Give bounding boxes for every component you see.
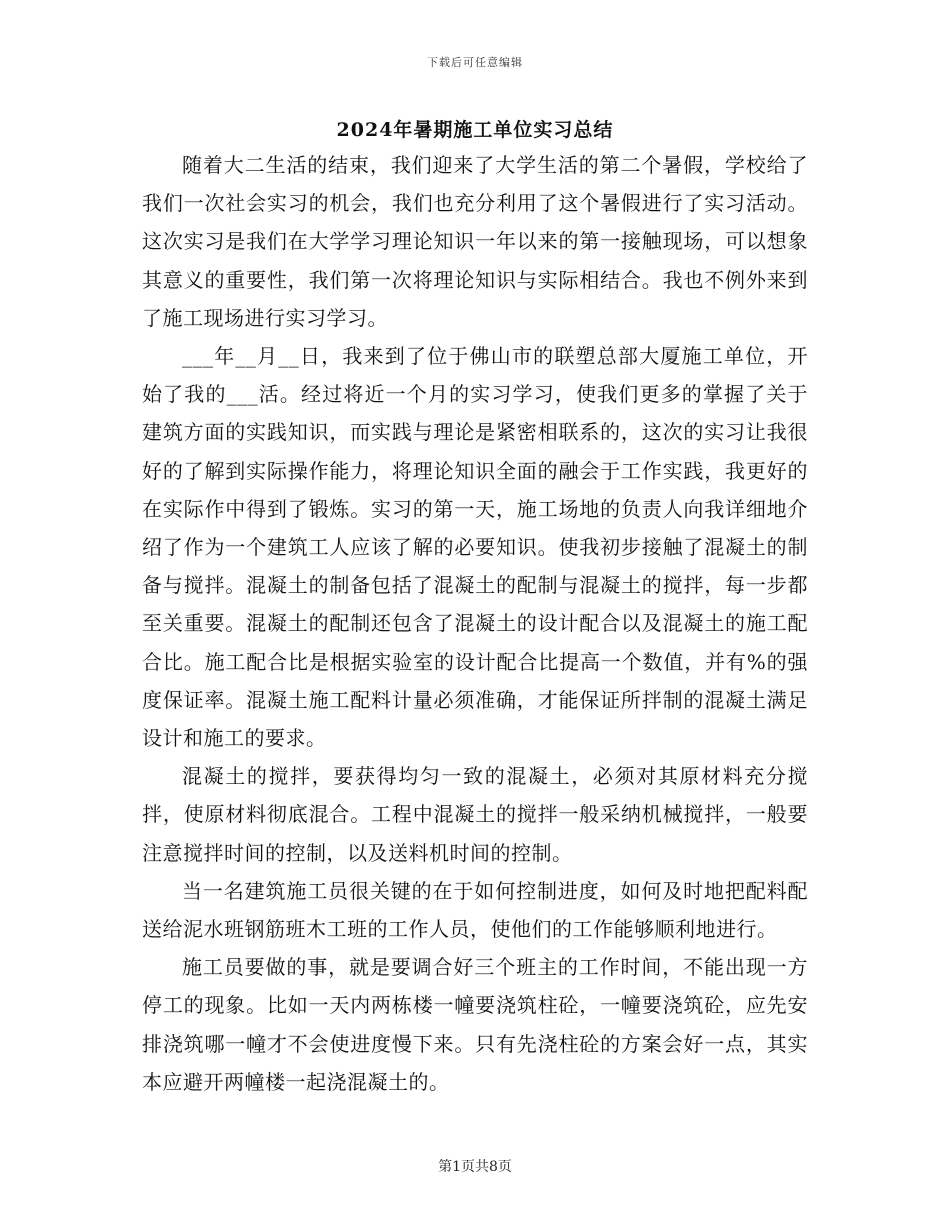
paragraph: 混凝土的搅拌，要获得均匀一致的混凝土，必须对其原材料充分搅拌，使原材料彻底混合。工程中混凝土的搅拌一般采纳机械搅拌，一般要注意搅拌时间的控制，以及送料机时间的控制。: [142, 764, 808, 865]
document-body: [142, 146, 808, 1101]
page-footer: 第1页共8页: [438, 1159, 512, 1175]
header-note: 下载后可任意编辑: [427, 56, 523, 69]
paragraph: 当一名建筑施工员很关键的在于如何控制进度，如何及时地把配料配送给泥水班钢筋班木工班的工作人员，使他们的工作能够顺利地进行。: [142, 878, 808, 942]
document-title: 2024年暑期施工单位实习总结: [336, 119, 614, 141]
paragraph: 施工员要做的事，就是要调合好三个班主的工作时间，不能出现一方停工的现象。比如一天内两栋楼一幢要浇筑柱砼，一幢要浇筑砼，应先安排浇筑哪一幢才不会使进度慢下来。只有先浇柱砼的方案会好一点，其实本应避开两幢楼一起浇混凝土的。: [142, 955, 808, 1094]
paragraph: ___年__月__日，我来到了位于佛山市的联塑总部大厦施工单位，开始了我的___活。经过将近一个月的实习学习，使我们更多的掌握了关于建筑方面的实践知识，而实践与理论是紧密相联系的，这次的实习让我很好的了解到实际操作能力，将理论知识全面的融会于工作实践，我更好的在实际作中得到了锻炼。实习的第一天，施工场地的负责人向我详细地介绍了作为一个建筑工人应该了解的必要知识。使我初步接触了混凝土的制备与搅拌。混凝土的制备包括了混凝土的配制与混凝土的搅拌，每一步都至关重要。混凝土的配制还包含了混凝土的设计配合以及混凝土的施工配合比。施工配合比是根据实验室的设计配合比提高一个数值，并有%的强度保证率。混凝土施工配料计量必须准确，才能保证所拌制的混凝土满足设计和施工的要求。: [142, 344, 808, 751]
paragraph: 随着大二生活的结束，我们迎来了大学生活的第二个暑假，学校给了我们一次社会实习的机会，我们也充分利用了这个暑假进行了实习活动。这次实习是我们在大学学习理论知识一年以来的第一接触现场，可以想象其意义的重要性，我们第一次将理论知识与实际相结合。我也不例外来到了施工现场进行实习学习。: [142, 153, 808, 330]
